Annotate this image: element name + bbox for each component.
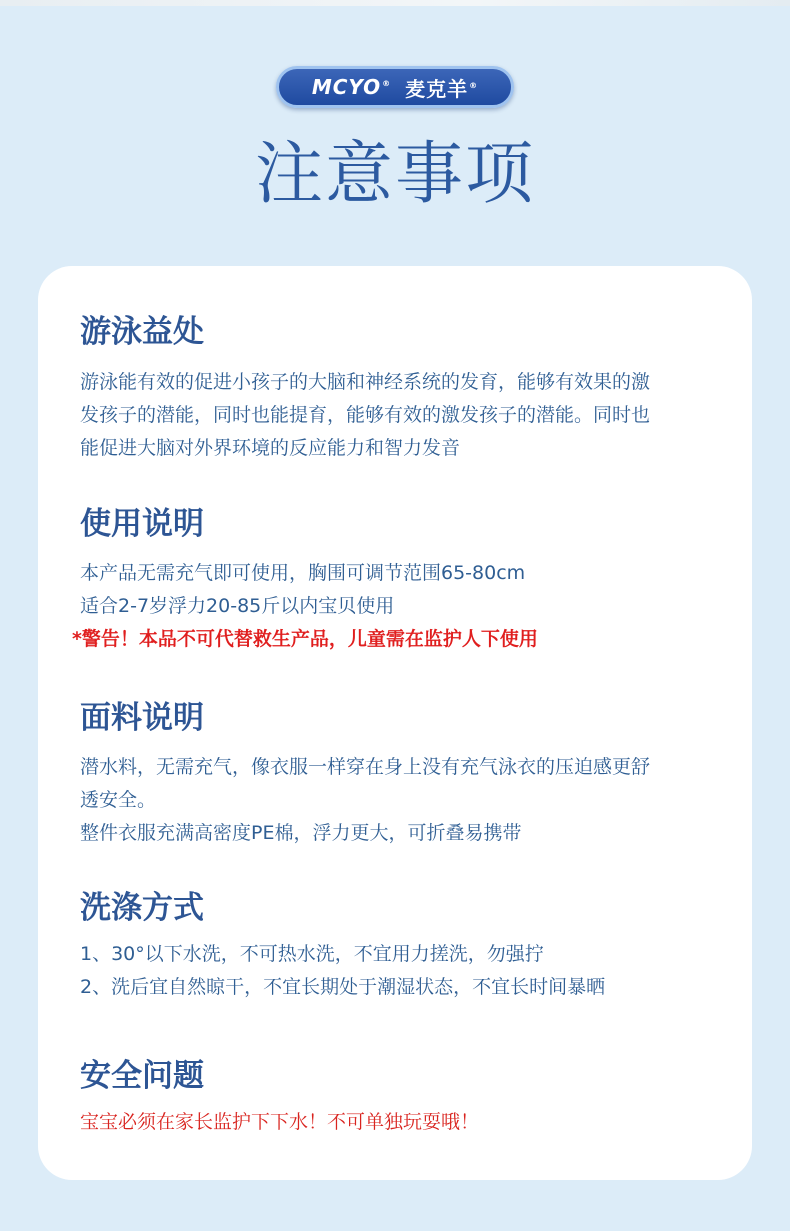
text-line: 适合2-7岁浮力20-85斤以内宝贝使用	[80, 595, 395, 617]
section-heading: 安全问题	[80, 1058, 204, 1094]
text-line: 透安全。	[80, 789, 157, 811]
section-heading: 洗涤方式	[80, 890, 204, 926]
text-line: 发孩子的潜能，同时也能提育，能够有效的激发孩子的潜能。同时也	[80, 404, 651, 426]
section-heading: 使用说明	[80, 506, 204, 542]
content-card	[38, 266, 752, 1180]
section-benefits	[80, 312, 740, 465]
section-heading: 面料说明	[80, 700, 204, 736]
section-fabric	[80, 698, 740, 850]
safety-text: 宝宝必须在家长监护下下水！不可单独玩耍哦！	[80, 1111, 480, 1133]
page-title: 注意事项	[254, 135, 535, 214]
text-line: 1、30°以下水洗，不可热水洗，不宜用力搓洗，勿强拧	[80, 943, 544, 965]
logo-chinese-text: 麦克羊®	[405, 76, 479, 101]
text-line: 能促进大脑对外界环境的反应能力和智力发音	[80, 437, 461, 459]
section-heading: 游泳益处	[80, 314, 204, 350]
warning-text: *警告！本品不可代替救生产品，儿童需在监护人下使用	[72, 628, 538, 650]
text-line: 潜水料，无需充气，像衣服一样穿在身上没有充气泳衣的压迫感更舒	[80, 756, 651, 778]
text-line: 游泳能有效的促进小孩子的大脑和神经系统的发育，能够有效果的激	[80, 371, 651, 393]
section-usage	[72, 504, 740, 656]
text-line: 2、洗后宜自然晾干，不宜长期处于潮湿状态，不宜长时间暴晒	[80, 976, 606, 998]
top-strip	[0, 0, 790, 6]
logo-brand-text: MCYO®	[311, 75, 392, 99]
text-line: 整件衣服充满高密度PE棉，浮力更大，可折叠易携带	[80, 822, 522, 844]
brand-logo	[276, 66, 514, 108]
text-line: 本产品无需充气即可使用，胸围可调节范围65-80cm	[80, 562, 526, 584]
section-washing	[80, 888, 740, 1004]
section-safety	[80, 1056, 740, 1139]
